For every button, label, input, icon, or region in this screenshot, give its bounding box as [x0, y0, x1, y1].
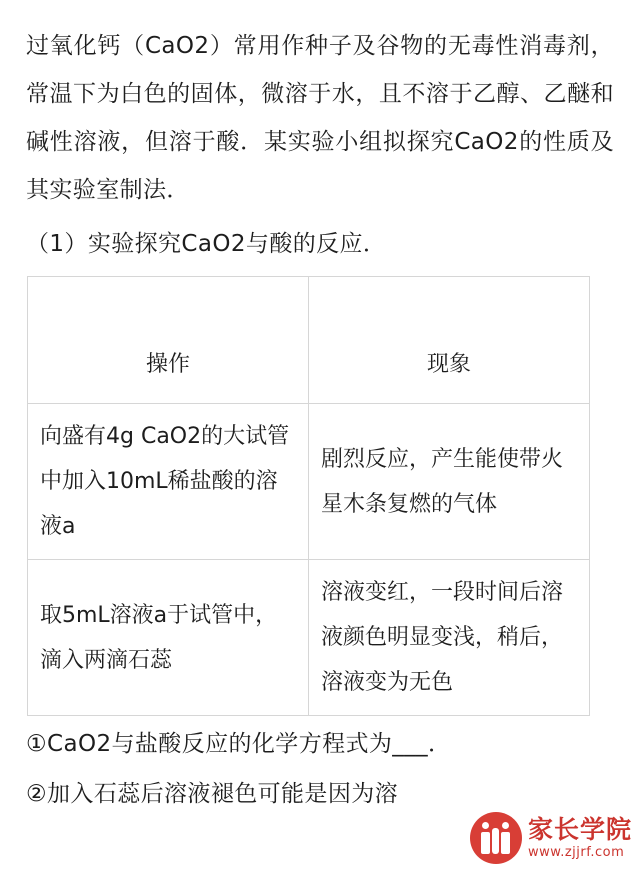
table-cell-phenomenon: 溶液变红，一段时间后溶液颜色明显变浅，稍后，溶液变为无色	[309, 560, 590, 716]
table-cell-phenomenon: 剧烈反应，产生能使带火星木条复燃的气体	[309, 404, 590, 560]
table-row	[28, 404, 590, 560]
table-row	[28, 560, 590, 716]
watermark-title: 家长学院	[527, 814, 632, 844]
table-header-phenomenon: 现象	[309, 277, 590, 404]
table-header-row	[28, 277, 590, 404]
watermark-url: www.zjjrf.com	[527, 844, 625, 860]
table-cell-operation: 向盛有4g CaO2的大试管中加入10mL稀盐酸的溶液a	[28, 404, 309, 560]
table-header-operation: 操作	[28, 277, 309, 404]
parents-academy-logo-icon	[470, 812, 522, 864]
watermark	[470, 812, 632, 864]
sub-question-1: ①CaO2与盐酸反应的化学方程式为___．	[26, 731, 452, 757]
table-cell-operation: 取5mL溶液a于试管中，滴入两滴石蕊	[28, 560, 309, 716]
experiment-table	[27, 276, 590, 716]
question-1-stem: （1）实验探究CaO2与酸的反应．	[26, 231, 387, 257]
watermark-text	[527, 814, 632, 860]
sub-question-2: ②加入石蕊后溶液褪色可能是因为溶	[26, 781, 399, 807]
intro-paragraph: 过氧化钙（CaO2）常用作种子及谷物的无毒性消毒剂，常温下为白色的固体，微溶于水，且不溶于乙醇、乙醚和碱性溶液，但溶于酸．某实验小组拟探究CaO2的性质及其实验室制法．	[26, 33, 614, 203]
